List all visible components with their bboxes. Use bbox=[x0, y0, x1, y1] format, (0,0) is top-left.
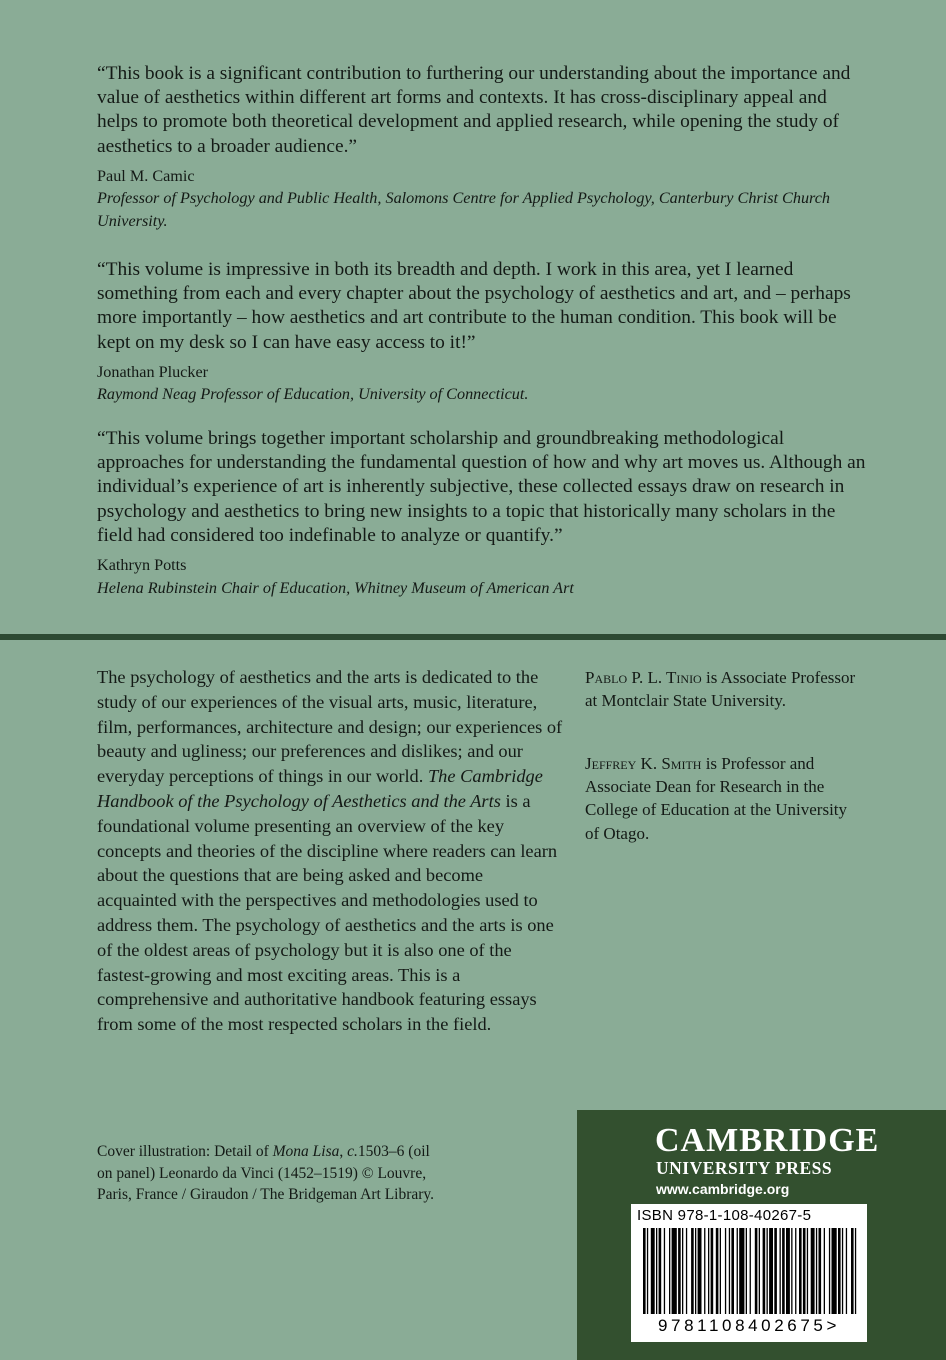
barcode-bar bbox=[774, 1228, 777, 1314]
barcode-bar bbox=[816, 1228, 817, 1314]
author-name: Jeffrey K. Smith bbox=[585, 754, 702, 773]
barcode-digits: 9781108402675> bbox=[658, 1316, 840, 1335]
author-bio-text: is Professor and Associate Dean for Research in the College of Education at the University of Otago. bbox=[585, 754, 848, 843]
endorsement-attribution bbox=[97, 554, 867, 599]
cover-credit bbox=[97, 1141, 447, 1206]
publisher-name: CAMBRIDGE bbox=[655, 1122, 880, 1159]
barcode-bar bbox=[838, 1228, 841, 1314]
barcode-bar bbox=[795, 1228, 796, 1314]
barcode-bar bbox=[807, 1228, 808, 1314]
author-bio-1 bbox=[585, 666, 865, 712]
barcode-bar bbox=[780, 1228, 781, 1314]
barcode-bar bbox=[678, 1228, 681, 1314]
barcode-icon bbox=[635, 1228, 863, 1316]
endorser-name: Jonathan Plucker bbox=[97, 362, 209, 381]
endorsement-2 bbox=[97, 258, 867, 406]
barcode-bar bbox=[842, 1228, 843, 1314]
endorser-role: Raymond Neag Professor of Education, University of Connecticut. bbox=[97, 385, 529, 404]
artwork-title: Mona Lisa bbox=[272, 1143, 340, 1160]
endorsement-quote: “This volume is impressive in both its breadth and depth. I work in this area, yet I learned something from each and every chapter about the psychology of aesthetics and art, and – perhaps more importantly – how aesthetics and art contribute to the human condition. This book will be kept on my desk so I can have easy access to it!” bbox=[97, 259, 851, 353]
barcode-bar bbox=[786, 1228, 790, 1314]
barcode-bar bbox=[647, 1228, 648, 1314]
author-bio-2 bbox=[585, 752, 865, 845]
barcode-bar bbox=[731, 1228, 734, 1314]
barcode-bar bbox=[704, 1228, 705, 1314]
barcode-bar bbox=[769, 1228, 773, 1314]
barcode-bar bbox=[767, 1228, 768, 1314]
credit-text: 1503–6 (oil on panel) Leonardo da Vinci (1452–1519) © Louvre, Paris, France / Giraudon / The Bridgeman Art Library. bbox=[97, 1143, 435, 1203]
barcode-bar bbox=[729, 1228, 730, 1314]
barcode-bar bbox=[659, 1228, 662, 1314]
barcode-bar bbox=[819, 1228, 822, 1314]
endorsement-quote: “This book is a significant contribution to furthering our understanding about the importance and value of aesthetics within different art forms and contexts. It has cross-disciplinary appeal and helps to promote both theoretical development and applied research, while opening the study of aesthetics to a broader audience.” bbox=[97, 63, 851, 157]
barcode-bar bbox=[832, 1228, 837, 1314]
barcode-bar bbox=[782, 1228, 785, 1314]
description-text: The psychology of aesthetics and the arts is dedicated to the study of our experiences of the visual arts, music, literature, film, performances, architecture and design; our experiences of beauty and ugliness; our preferences and dislikes; and our everyday perceptions of things in our world. bbox=[97, 667, 563, 787]
barcode-bar bbox=[799, 1228, 802, 1314]
credit-text: , bbox=[339, 1143, 348, 1160]
endorsement-1 bbox=[97, 62, 867, 232]
barcode-bar bbox=[791, 1228, 792, 1314]
author-bio-text: is Associate Professor at Montclair State University. bbox=[585, 668, 856, 711]
barcode-bar bbox=[737, 1228, 738, 1314]
book-description bbox=[97, 665, 567, 1037]
barcode-bar bbox=[746, 1228, 747, 1314]
circa-label: c. bbox=[347, 1143, 358, 1160]
barcode-box bbox=[631, 1204, 867, 1342]
barcode-bar bbox=[803, 1228, 806, 1314]
publisher-panel bbox=[577, 1110, 946, 1360]
barcode-bar bbox=[651, 1228, 655, 1314]
barcode-bar bbox=[695, 1228, 696, 1314]
isbn-label: ISBN 978-1-108-40267-5 bbox=[637, 1207, 812, 1224]
endorser-name: Kathryn Potts bbox=[97, 556, 187, 575]
book-title: The Cambridge Handbook of the Psychology of Aesthetics and the Arts bbox=[97, 766, 543, 811]
barcode-bar bbox=[763, 1228, 766, 1314]
section-divider bbox=[0, 634, 946, 640]
barcode-bar bbox=[672, 1228, 677, 1314]
barcode-bar bbox=[720, 1228, 721, 1314]
barcode-bar bbox=[750, 1228, 751, 1314]
barcode-bar bbox=[725, 1228, 726, 1314]
description-text: is a foundational volume presenting an overview of the key concepts and theories of the discipline where readers can learn about the questions that are being asked and become acquainted with the perspectives and methodologies used to address them. The psychology of aesthetics and the arts is one of the oldest areas of psychology but it is also one of the fastest-growing and most exciting areas. This is a comprehensive and authoritative handbook featuring essays from some of the most respected scholars in the field. bbox=[97, 790, 558, 1035]
barcode-bar bbox=[846, 1228, 847, 1314]
barcode-bar bbox=[656, 1228, 657, 1314]
barcode-bar bbox=[691, 1228, 694, 1314]
publisher-press: UNIVERSITY PRESS bbox=[656, 1158, 833, 1178]
barcode-bar bbox=[682, 1228, 683, 1314]
barcode-bar bbox=[824, 1228, 825, 1314]
credit-text: Cover illustration: Detail of bbox=[97, 1143, 273, 1160]
barcode-bar bbox=[664, 1228, 665, 1314]
barcode-bar bbox=[851, 1228, 854, 1314]
endorsement-quote: “This volume brings together important scholarship and groundbreaking methodological approaches for understanding the fundamental question of how and why art moves us. Although an individual’s experience of art is inherently subjective, these collected essays draw on research in psychology and aesthetics to bring new insights to a topic that historically many scholars in the field had considered too indefinable to analyze or quantify.” bbox=[97, 428, 866, 546]
barcode-bar bbox=[855, 1228, 856, 1314]
endorsement-attribution bbox=[97, 165, 867, 233]
author-name: Pablo P. L. Tinio bbox=[585, 668, 702, 687]
endorser-role: Helena Rubinstein Chair of Education, Whitney Museum of American Art bbox=[97, 578, 574, 597]
barcode-bar bbox=[759, 1228, 760, 1314]
publisher-url: www.cambridge.org bbox=[656, 1181, 790, 1197]
barcode-bar bbox=[829, 1228, 830, 1314]
barcode-bar bbox=[711, 1228, 714, 1314]
endorsement-attribution bbox=[97, 361, 867, 406]
endorsement-3 bbox=[97, 427, 867, 599]
barcode-bar bbox=[669, 1228, 670, 1314]
barcode-bar bbox=[716, 1228, 719, 1314]
barcode-bar bbox=[643, 1228, 646, 1314]
barcode-bar bbox=[811, 1228, 815, 1314]
barcode-bar bbox=[755, 1228, 758, 1314]
barcode-bar bbox=[686, 1228, 687, 1314]
endorser-name: Paul M. Camic bbox=[97, 166, 195, 185]
barcode-bar bbox=[698, 1228, 702, 1314]
endorser-role: Professor of Psychology and Public Health, Salomons Centre for Applied Psychology, Canterbury Christ Church University. bbox=[97, 189, 831, 230]
barcode-bar bbox=[739, 1228, 744, 1314]
barcode-bar bbox=[708, 1228, 709, 1314]
